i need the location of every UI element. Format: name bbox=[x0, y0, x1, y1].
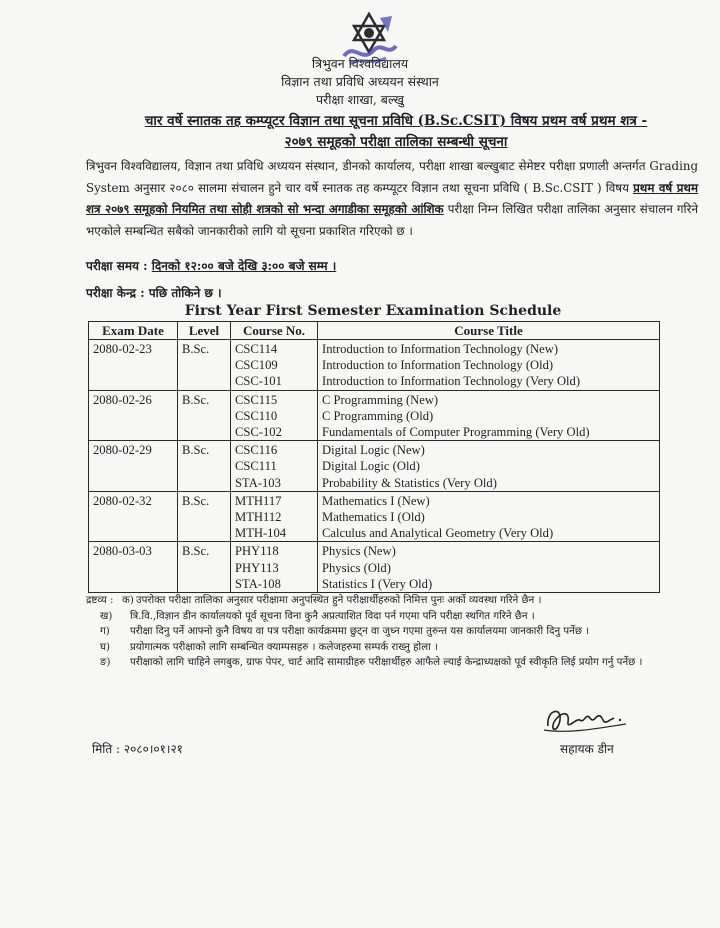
notice-body bbox=[86, 156, 698, 242]
note-text: परीक्षाको लागि चाहिने लगबुक, ग्राफ पेपर, चार्ट आदि सामाग्रीहरु परीक्षार्थीहरु आफैले ल्याई केन्द्राध्यक्षको पूर्व स्वीकृति लिई प्रयोग गर्नु पर्नेछ । bbox=[130, 657, 643, 668]
table-row bbox=[89, 340, 660, 391]
course-title-text: C Programming (Old) bbox=[322, 408, 434, 423]
course-title-text: Physics (New) bbox=[322, 544, 396, 559]
course-title-text: Fundamentals of Computer Programming (Very Old) bbox=[322, 425, 590, 440]
body-text-bold: प्रथम वर्ष प्रथम शत्र २०७९ समूहको नियमित तथा सोही शत्रको सो भन्दा अगाडीका समूहको आंशिक bbox=[86, 180, 699, 216]
schedule-title: First Year First Semester Examination Schedule bbox=[184, 303, 562, 319]
exam-center: परीक्षा केन्द्र : पछि तोकिने छ । bbox=[86, 286, 222, 300]
exam-date-cell bbox=[89, 441, 178, 492]
course-no-text: CSC-101 bbox=[235, 374, 282, 389]
exam-date-text: 2080-03-03 bbox=[93, 544, 152, 559]
exam-date-cell bbox=[89, 491, 178, 542]
exam-date-cell bbox=[89, 542, 178, 593]
column-header: Course No. bbox=[231, 322, 318, 340]
course-no-text: CSC114 bbox=[235, 342, 278, 356]
notice-title-line2: २०७९ समूहको परीक्षा तालिका सम्बन्धी सूचना bbox=[284, 134, 508, 150]
table-header-row bbox=[89, 322, 660, 340]
notes-section bbox=[86, 593, 686, 671]
table-row bbox=[89, 441, 660, 492]
exam-date-text: 2080-02-29 bbox=[93, 443, 152, 458]
note-text: त्रि.वि.,विज्ञान डीन कार्यालयको पूर्व सूचना विना कुनै अप्रत्याशित विदा पर्न गएमा पनि परीक्षा स्थगित गरिने छैन । bbox=[130, 610, 535, 622]
course-title-text: Mathematics I (Old) bbox=[322, 510, 425, 525]
level-cell bbox=[178, 340, 231, 391]
course-title-text: Introduction to Information Technology (Old) bbox=[322, 358, 554, 373]
notice-title-line1: चार वर्षे स्नातक तह कम्प्यूटर विज्ञान तथा सूचना प्रविधि (B.Sc.CSIT) विषय प्रथम वर्ष प्रथम शत्र - bbox=[144, 113, 648, 129]
column-header: Level bbox=[178, 322, 231, 340]
course-no-text: CSC-102 bbox=[235, 425, 282, 440]
note-key: ख) bbox=[100, 610, 113, 622]
course-title-cell bbox=[318, 491, 660, 542]
column-header: Exam Date bbox=[89, 322, 178, 340]
exam-time: परीक्षा समय : दिनको १२:०० बजे देखि ३:०० बजे सम्म । bbox=[86, 259, 337, 273]
course-no-text: PHY113 bbox=[235, 560, 279, 575]
course-title-cell bbox=[318, 340, 660, 391]
level-text: B.Sc. bbox=[182, 493, 210, 508]
course-no-cell bbox=[231, 340, 318, 391]
course-no-text: CSC110 bbox=[235, 408, 278, 423]
course-title-text: Statistics I (Very Old) bbox=[322, 576, 433, 591]
exam-date-text: 2080-02-26 bbox=[93, 392, 152, 407]
course-title-cell bbox=[318, 390, 660, 441]
course-no-text: CSC116 bbox=[235, 443, 278, 458]
body-text-part2: परीक्षा निम्न लिखित परीक्षा तालिका अनुसार संचालन गरिने भएकोले सम्बन्धित सबैको जानकारीको लागि यो सूचना प्रकाशित गरिएको छ । bbox=[86, 202, 698, 238]
course-no-text: MTH117 bbox=[235, 493, 282, 508]
institute-name: विज्ञान तथा प्रविधि अध्ययन संस्थान bbox=[281, 74, 439, 89]
course-no-cell bbox=[231, 390, 318, 441]
note-text: प्रयोगात्मक परीक्षाको लागि सम्बन्धित क्याम्पसहरु । कलेजहरुमा सम्पर्क राख्नु होला । bbox=[130, 641, 438, 653]
note-text: उपरोक्त परीक्षा तालिका अनुसार परीक्षामा अनुपस्थित हुने परीक्षार्थीहरुको निमित्त पुनः अर्को व्यवस्था गरिने छैन । bbox=[136, 595, 542, 606]
course-title-text: Calculus and Analytical Geometry (Very Old) bbox=[322, 526, 554, 541]
note-item bbox=[86, 593, 686, 609]
note-key: ग) bbox=[100, 626, 110, 637]
course-no-text: CSC111 bbox=[235, 459, 277, 474]
course-title-text: Introduction to Information Technology (New) bbox=[322, 342, 559, 356]
column-header: Course Title bbox=[318, 322, 660, 340]
signatory-designation: सहायक डीन bbox=[560, 742, 614, 756]
notice-date: मिति : २०८०।०१।२१ bbox=[92, 742, 183, 756]
exam-date-cell bbox=[89, 390, 178, 441]
level-text: B.Sc. bbox=[182, 342, 210, 356]
course-no-cell bbox=[231, 441, 318, 492]
note-item bbox=[86, 640, 686, 656]
exam-date-cell bbox=[89, 340, 178, 391]
course-title-text: C Programming (New) bbox=[322, 392, 439, 407]
course-title-text: Probability & Statistics (Very Old) bbox=[322, 475, 497, 490]
body-text-part1: त्रिभुवन विश्वविद्यालय, विज्ञान तथा प्रविधि अध्ययन संस्थान, डीनको कार्यालय, परीक्षा शाखा बल्खुबाट सेमेष्टर परीक्षा प्रणाली अन्तर्गत Grading System अनुसार २०८० सालमा संचालन हुने चार वर्षे स्नातक तह कम्प्यूटर विज्ञान तथा सूचना प्रविधि ( B.Sc.CSIT ) विषय bbox=[86, 159, 698, 195]
note-item bbox=[86, 609, 686, 625]
notes-label: द्रष्टव्य : bbox=[86, 595, 114, 606]
course-no-text: PHY118 bbox=[235, 544, 279, 559]
note-item bbox=[86, 624, 686, 640]
exam-date-text: 2080-02-23 bbox=[93, 342, 152, 356]
exam-date-text: 2080-02-32 bbox=[93, 493, 152, 508]
course-no-text: CSC109 bbox=[235, 358, 278, 373]
course-no-text: STA-108 bbox=[235, 576, 281, 591]
course-no-text: STA-103 bbox=[235, 475, 281, 490]
note-key: घ) bbox=[100, 641, 110, 653]
table-row bbox=[89, 542, 660, 593]
course-title-text: Mathematics I (New) bbox=[322, 493, 430, 508]
level-text: B.Sc. bbox=[182, 544, 210, 559]
course-title-cell bbox=[318, 542, 660, 593]
course-no-cell bbox=[231, 542, 318, 593]
note-text: परीक्षा दिनु पर्ने आफ्नो कुनै विषय वा पत्र परीक्षा कार्यक्रममा छुट्न वा जुध्न गएमा तुरुन्त यस कार्यालयमा जानकारी दिनु पर्नेछ । bbox=[130, 626, 590, 637]
note-key: ङ) bbox=[100, 657, 111, 668]
course-title-text: Digital Logic (New) bbox=[322, 443, 425, 458]
note-item bbox=[86, 655, 686, 671]
table-row bbox=[89, 390, 660, 441]
course-no-text: MTH-104 bbox=[235, 526, 287, 541]
table-row bbox=[89, 491, 660, 542]
level-text: B.Sc. bbox=[182, 443, 210, 458]
level-cell bbox=[178, 491, 231, 542]
signature-icon bbox=[540, 698, 630, 738]
course-title-text: Physics (Old) bbox=[322, 560, 391, 575]
note-key: क) bbox=[122, 595, 134, 606]
office-name: परीक्षा शाखा, बल्खु bbox=[316, 92, 404, 107]
course-no-cell bbox=[231, 491, 318, 542]
level-cell bbox=[178, 441, 231, 492]
level-cell bbox=[178, 542, 231, 593]
level-cell bbox=[178, 390, 231, 441]
course-title-cell bbox=[318, 441, 660, 492]
course-title-text: Introduction to Information Technology (Very Old) bbox=[322, 374, 581, 389]
institution-name: त्रिभुवन विश्वविद्यालय bbox=[311, 56, 409, 71]
course-title-text: Digital Logic (Old) bbox=[322, 459, 420, 474]
course-no-text: MTH112 bbox=[235, 510, 282, 525]
course-no-text: CSC115 bbox=[235, 392, 278, 407]
level-text: B.Sc. bbox=[182, 392, 210, 407]
exam-schedule-table bbox=[88, 321, 660, 593]
